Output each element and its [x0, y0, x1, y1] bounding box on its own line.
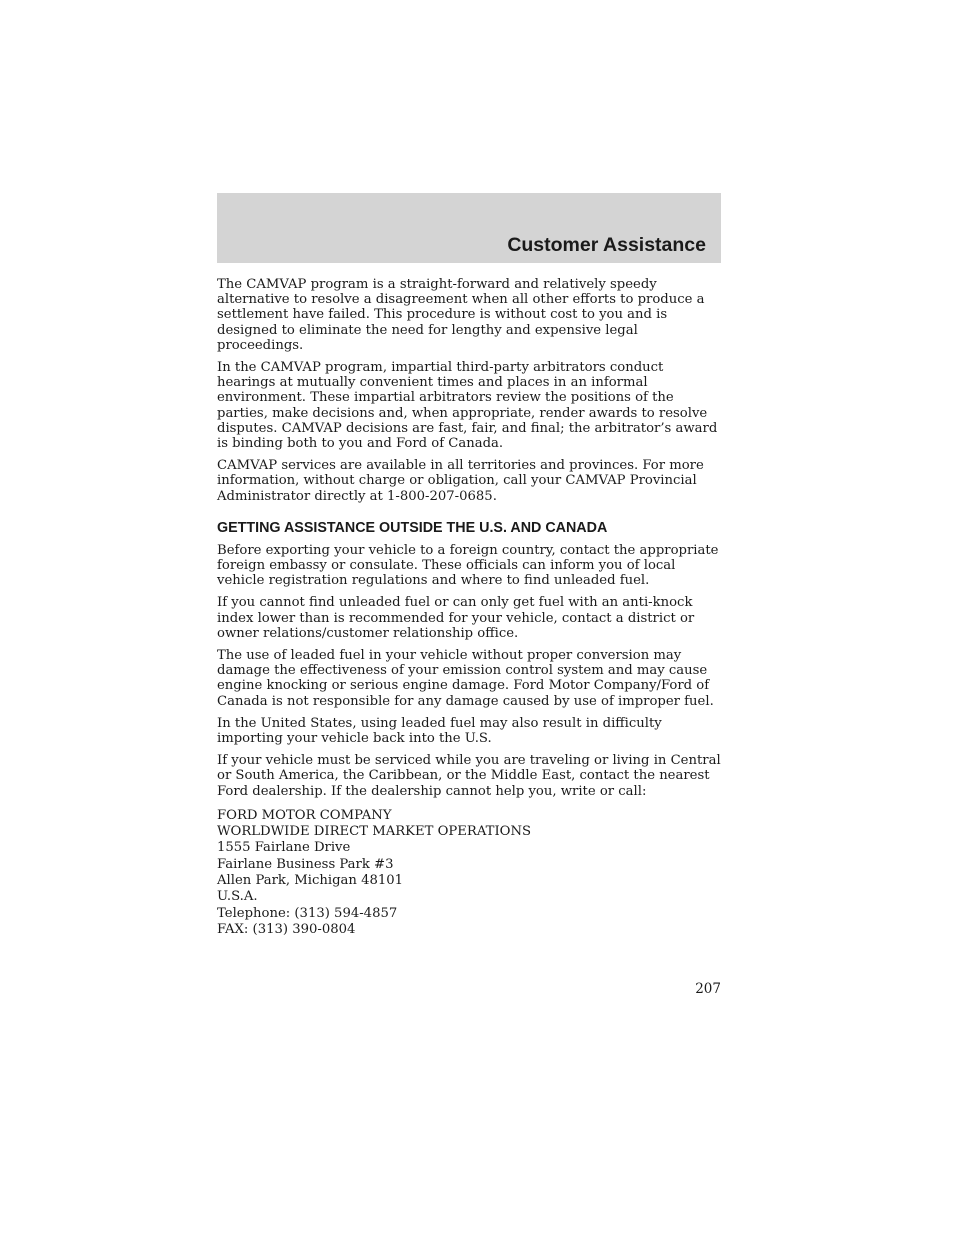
section-title: Customer Assistance [507, 234, 706, 256]
address-line: Allen Park, Michigan 48101 [217, 873, 404, 889]
fax-line: FAX: (313) 390-0804 [217, 921, 356, 937]
camvap-services-paragraph: CAMVAP services are available in all territories and provinces. For more information, without charge or obligation, call your CAMVAP Provincial Administrator directly at 1-800-207-0685. [217, 458, 704, 504]
page-content [217, 277, 723, 938]
importing-vehicle-paragraph: In the United States, using leaded fuel may also result in difficulty importing your vehicle back into the U.S. [217, 715, 662, 747]
address-line: WORLDWIDE DIRECT MARKET OPERATIONS [217, 824, 532, 840]
exporting-vehicle-paragraph: Before exporting your vehicle to a foreign country, contact the appropriate foreign embassy or consulate. These officials can inform you of local vehicle registration regulations and where to find unleaded fuel. [217, 542, 719, 589]
address-line: Fairlane Business Park #3 [217, 856, 394, 872]
address-line: FORD MOTOR COMPANY [217, 807, 392, 823]
outside-us-canada-heading: GETTING ASSISTANCE OUTSIDE THE U.S. AND CANADA [217, 519, 608, 536]
camvap-intro-paragraph: The CAMVAP program is a straight-forward and relatively speedy alternative to resolve a disagreement when all other efforts to produce a settlement have failed. This procedure is without cost to you and is designed to eliminate the need for lengthy and expensive legal proceedings. [217, 277, 705, 353]
unleaded-fuel-paragraph: If you cannot find unleaded fuel or can only get fuel with an anti-knock index lower than is recommended for your vehicle, contact a district or owner relations/customer relationship office. [217, 595, 695, 641]
servicing-abroad-paragraph: If your vehicle must be serviced while you are traveling or living in Central or South America, the Caribbean, or the Middle East, contact the nearest Ford dealership. If the dealership cannot help you, write or call: [217, 753, 721, 799]
leaded-fuel-paragraph: The use of leaded fuel in your vehicle without proper conversion may damage the effectiveness of your emission control system and may cause engine knocking or serious engine damage. Ford Motor Company/Ford of Canada is not responsible for any damage caused by use of improper fuel. [217, 648, 714, 709]
section-header-band [217, 193, 721, 263]
telephone-line: Telephone: (313) 594-4857 [217, 905, 398, 921]
address-line: U.S.A. [217, 889, 258, 905]
camvap-hearings-paragraph: In the CAMVAP program, impartial third-party arbitrators conduct hearings at mutually convenient times and places in an informal environment. These impartial arbitrators review the positions of the parties, make decisions and, when appropriate, render awards to resolve disputes. CAMVAP decisions are fast, fair, and final; the arbitrator’s award is binding both to you and Ford of Canada. [217, 360, 718, 452]
page-number: 207 [695, 981, 721, 997]
ford-contact-address [217, 808, 723, 938]
address-line: 1555 Fairlane Drive [217, 840, 351, 856]
